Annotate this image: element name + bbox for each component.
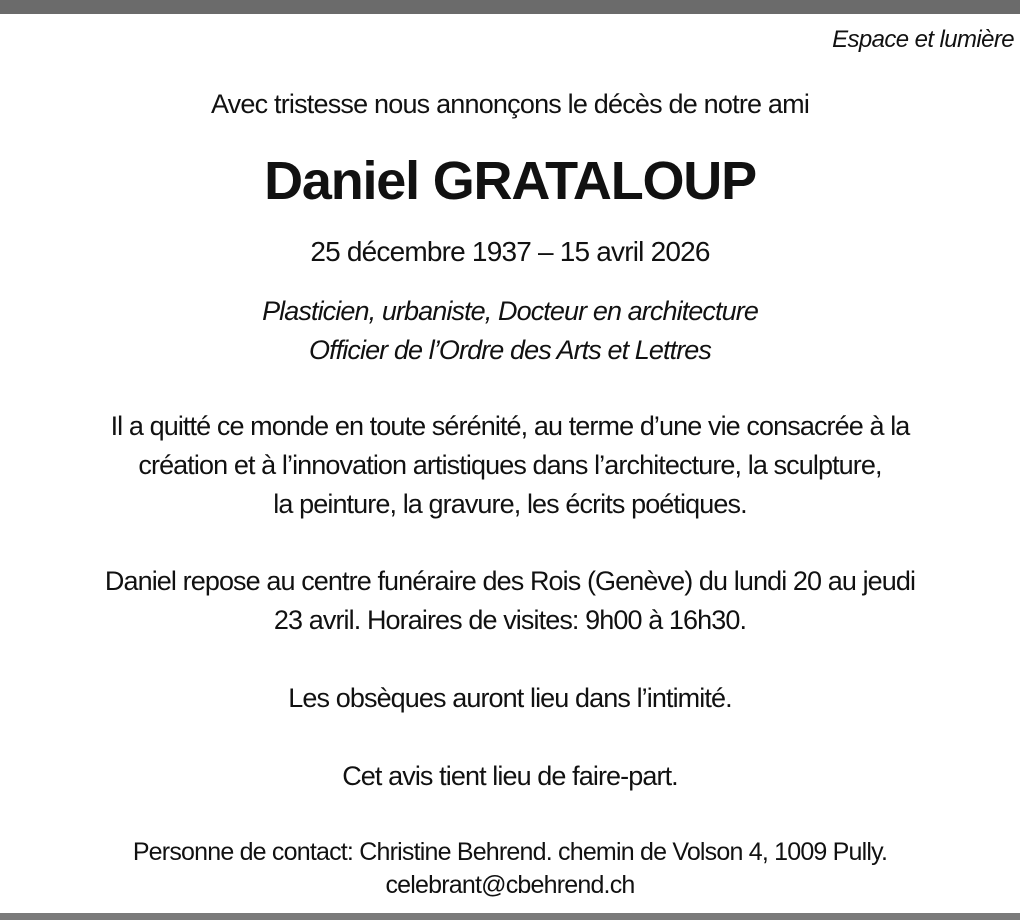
contact-line: Personne de contact: Christine Behrend. chemin de Volson 4, 1009 Pully. xyxy=(132,838,888,866)
top-border-bar xyxy=(0,0,1020,14)
paragraph-1-line-2: création et à l’innovation artistiques dans l’architecture, la sculpture, xyxy=(138,450,882,480)
header-signature: Espace et lumière xyxy=(832,26,1014,53)
bottom-border-bar xyxy=(0,913,1020,920)
paragraph-1-line-3: la peinture, la gravure, les écrits poétiques. xyxy=(273,489,747,519)
deceased-name: Daniel GRATALOUP xyxy=(264,151,756,211)
paragraph-2-line-1: Daniel repose au centre funéraire des Rois (Genève) du lundi 20 au jeudi xyxy=(104,566,916,596)
life-dates: 25 décembre 1937 – 15 avril 2026 xyxy=(310,236,710,267)
intro-text: Avec tristesse nous annonçons le décès de notre ami xyxy=(210,89,810,119)
title-line-1: Plasticien, urbaniste, Docteur en architecture xyxy=(262,296,758,326)
title-line-2: Officier de l’Ordre des Arts et Lettres xyxy=(308,335,712,365)
paragraph-1-line-1: Il a quitté ce monde en toute sérénité, au terme d’une vie consacrée à la xyxy=(110,411,910,441)
paragraph-3: Les obsèques auront lieu dans l’intimité. xyxy=(288,683,732,713)
contact-email[interactable]: celebrant@cbehrend.ch xyxy=(385,871,635,899)
paragraph-4: Cet avis tient lieu de faire-part. xyxy=(342,761,678,791)
paragraph-2-line-2: 23 avril. Horaires de visites: 9h00 à 16h30. xyxy=(273,605,747,635)
